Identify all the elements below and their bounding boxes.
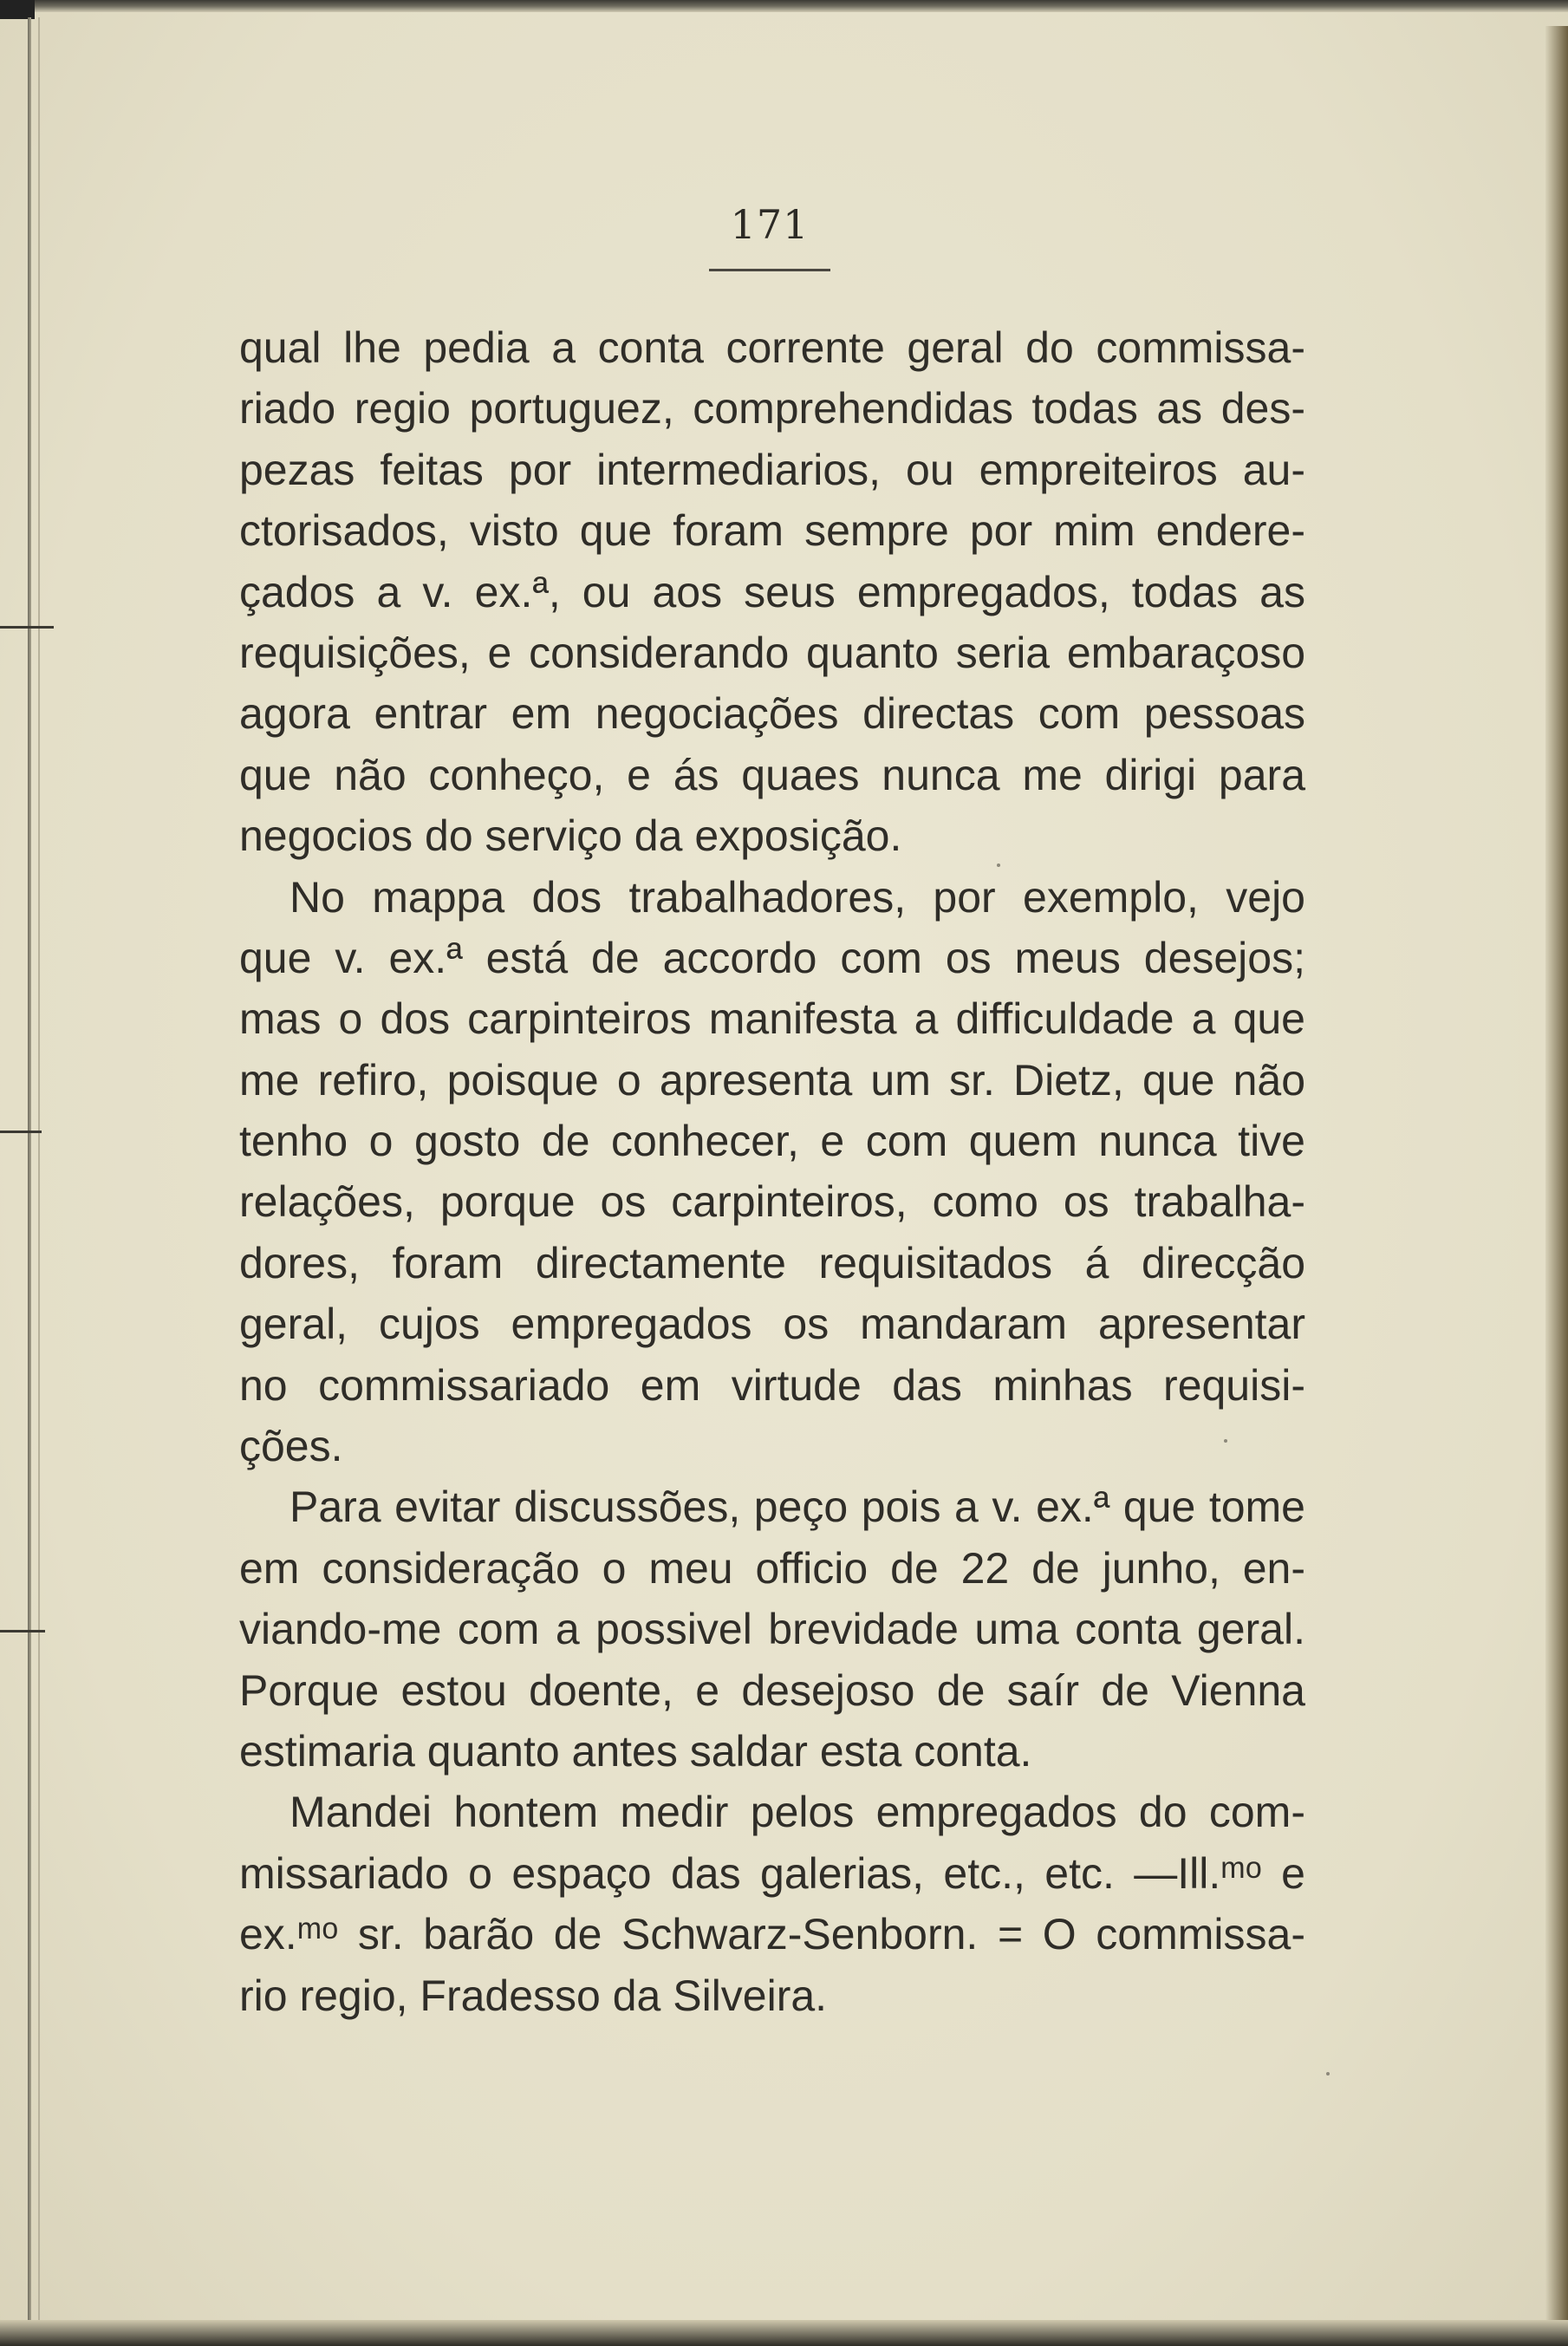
binding-mark (0, 1630, 45, 1632)
text-line: tenho o gosto de conhecer, e com quem nunca tive (239, 1117, 1305, 1166)
page-corner-shadow (0, 0, 35, 19)
text-line: missariado o espaço das galerias, etc., etc. —Ill.ᵐᵒ e (239, 1848, 1305, 1898)
page-right-edge (1545, 26, 1568, 2346)
page-number: 171 (730, 201, 810, 248)
paper-speck (1326, 2072, 1330, 2076)
text-line: me refiro, poisque o apresenta um sr. Dietz, que não (239, 1055, 1305, 1105)
text-line: relações, porque os carpinteiros, como os trabalha- (239, 1177, 1305, 1227)
text-line: Porque estou doente, e desejoso de saír de Vienna (239, 1665, 1305, 1715)
text-line: ex.ᵐᵒ sr. barão de Schwarz-Senborn. = O commissa- (239, 1910, 1305, 1959)
binding-mark (0, 626, 54, 629)
binding-inner-line (38, 17, 40, 2323)
text-line: riado regio portuguez, comprehendidas todas as des- (239, 384, 1305, 433)
text-line: qual lhe pedia a conta corrente geral do commissa- (239, 323, 1305, 372)
text-line: ções. (239, 1422, 343, 1471)
text-line: Mandei hontem medir pelos empregados do com- (290, 1788, 1305, 1837)
text-line: mas o dos carpinteiros manifesta a difficuldade a que (239, 994, 1305, 1044)
text-line: pezas feitas por intermediarios, ou empreiteiros au- (239, 445, 1305, 494)
body-text (239, 317, 1305, 2026)
text-line: no commissariado em virtude das minhas requisi- (239, 1360, 1305, 1410)
text-line: estimaria quanto antes saldar esta conta. (239, 1726, 1032, 1776)
text-line: rio regio, Fradesso da Silveira. (239, 1971, 828, 2020)
text-line: agora entrar em negociações directas com pessoas (239, 689, 1305, 739)
text-line: geral, cujos empregados os mandaram apresentar (239, 1300, 1305, 1349)
text-line: Para evitar discussões, peço pois a v. ex.ª que tome (290, 1483, 1305, 1532)
binding-edge (28, 17, 31, 2323)
text-line: No mappa dos trabalhadores, por exemplo, vejo (290, 872, 1305, 922)
text-line: requisições, e considerando quanto seria embaraçoso (239, 628, 1305, 677)
text-line: que v. ex.ª está de accordo com os meus desejos; (239, 933, 1305, 982)
text-line: negocios do serviço da exposição. (239, 811, 902, 861)
page-number-rule (709, 269, 830, 271)
text-line: viando-me com a possivel brevidade uma conta geral. (239, 1605, 1305, 1654)
text-line: que não conheço, e ás quaes nunca me dirigi para (239, 750, 1305, 799)
text-line: em consideração o meu officio de 22 de junho, en- (239, 1543, 1305, 1593)
page-bottom-edge (0, 2320, 1568, 2346)
text-line: dores, foram directamente requisitados á direcção (239, 1238, 1305, 1287)
binding-mark (0, 1131, 42, 1133)
text-line: ctorisados, visto que foram sempre por mim endere- (239, 506, 1305, 556)
text-line: çados a v. ex.ª, ou aos seus empregados, todas as (239, 567, 1305, 616)
page-top-edge (0, 0, 1568, 12)
